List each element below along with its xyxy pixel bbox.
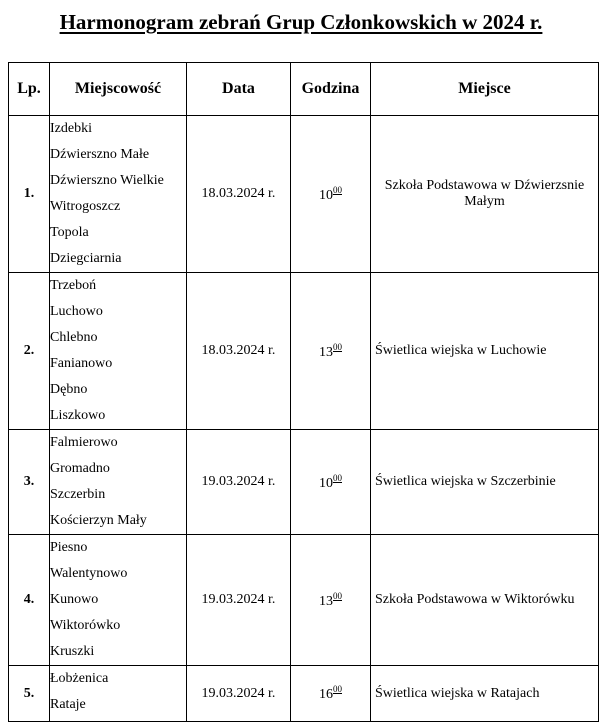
hour-cell bbox=[291, 116, 371, 273]
table-row bbox=[9, 535, 599, 666]
hour-value: 10 bbox=[319, 475, 333, 491]
locality: Witrogoszcz bbox=[50, 199, 121, 214]
minutes-value: 00 bbox=[333, 184, 342, 195]
date-cell: 18.03.2024 r. bbox=[187, 116, 291, 273]
page-title bbox=[0, 8, 602, 36]
date-cell: 19.03.2024 r. bbox=[187, 666, 291, 722]
row-number: 2. bbox=[9, 273, 50, 430]
date-cell: 18.03.2024 r. bbox=[187, 273, 291, 430]
locality: Kunowo bbox=[50, 592, 99, 607]
locality: Dźwierszno Wielkie bbox=[50, 173, 164, 188]
date-cell: 19.03.2024 r. bbox=[187, 535, 291, 666]
place-cell: Szkoła Podstawowa w Dźwierzsnie Małym bbox=[371, 116, 599, 273]
localities-cell bbox=[50, 116, 187, 273]
localities-cell bbox=[50, 430, 187, 535]
header-row bbox=[9, 63, 599, 116]
row-number: 3. bbox=[9, 430, 50, 535]
header-date: Data bbox=[187, 63, 291, 116]
hour-cell bbox=[291, 666, 371, 722]
locality: Dziegciarnia bbox=[50, 251, 122, 266]
row-number: 4. bbox=[9, 535, 50, 666]
schedule-table bbox=[8, 62, 599, 722]
hour-value: 13 bbox=[319, 344, 333, 360]
place-cell: Świetlica wiejska w Luchowie bbox=[371, 273, 599, 430]
locality: Kruszki bbox=[50, 644, 95, 659]
hour-value: 16 bbox=[319, 687, 333, 702]
header-place: Miejsce bbox=[371, 63, 599, 116]
locality: Dębno bbox=[50, 382, 88, 397]
table-row bbox=[9, 116, 599, 273]
locality: Luchowo bbox=[50, 304, 103, 319]
locality: Fanianowo bbox=[50, 356, 113, 371]
locality: Falmierowo bbox=[50, 435, 118, 450]
minutes-value: 00 bbox=[333, 684, 342, 694]
hour-cell bbox=[291, 430, 371, 535]
locality: Kościerzyn Mały bbox=[50, 513, 147, 528]
locality: Walentynowo bbox=[50, 566, 128, 581]
localities-cell bbox=[50, 666, 187, 722]
locality: Wiktorówko bbox=[50, 618, 121, 633]
table-row bbox=[9, 273, 599, 430]
locality: Topola bbox=[50, 225, 89, 240]
place-cell: Świetlica wiejska w Ratajach bbox=[371, 666, 599, 722]
hour-cell bbox=[291, 535, 371, 666]
table-row bbox=[9, 430, 599, 535]
locality: Szczerbin bbox=[50, 487, 106, 502]
header-hour: Godzina bbox=[291, 63, 371, 116]
place-cell: Świetlica wiejska w Szczerbinie bbox=[371, 430, 599, 535]
place-cell: Szkoła Podstawowa w Wiktorówku bbox=[371, 535, 599, 666]
table-row bbox=[9, 666, 599, 722]
minutes-value: 00 bbox=[333, 590, 342, 601]
hour-value: 10 bbox=[319, 187, 333, 203]
title-text: Harmonogram zebrań Grup Członkowskich w 2024 r. bbox=[59, 10, 543, 34]
hour-cell bbox=[291, 273, 371, 430]
date-cell: 19.03.2024 r. bbox=[187, 430, 291, 535]
locality: Łobżenica bbox=[50, 671, 109, 686]
hour-value: 13 bbox=[319, 593, 333, 609]
locality: Gromadno bbox=[50, 461, 110, 476]
row-number: 1. bbox=[9, 116, 50, 273]
localities-cell bbox=[50, 273, 187, 430]
locality: Liszkowo bbox=[50, 408, 106, 423]
locality: Izdebki bbox=[50, 121, 92, 136]
localities-cell bbox=[50, 535, 187, 666]
minutes-value: 00 bbox=[333, 341, 342, 352]
header-locality: Miejscowość bbox=[50, 63, 187, 116]
minutes-value: 00 bbox=[333, 472, 342, 483]
locality: Piesno bbox=[50, 540, 88, 555]
row-number: 5. bbox=[9, 666, 50, 722]
locality: Rataje bbox=[50, 697, 86, 712]
locality: Dźwierszno Małe bbox=[50, 147, 150, 162]
locality: Trzeboń bbox=[50, 278, 97, 293]
header-lp: Lp. bbox=[9, 63, 50, 116]
locality: Chlebno bbox=[50, 330, 98, 345]
